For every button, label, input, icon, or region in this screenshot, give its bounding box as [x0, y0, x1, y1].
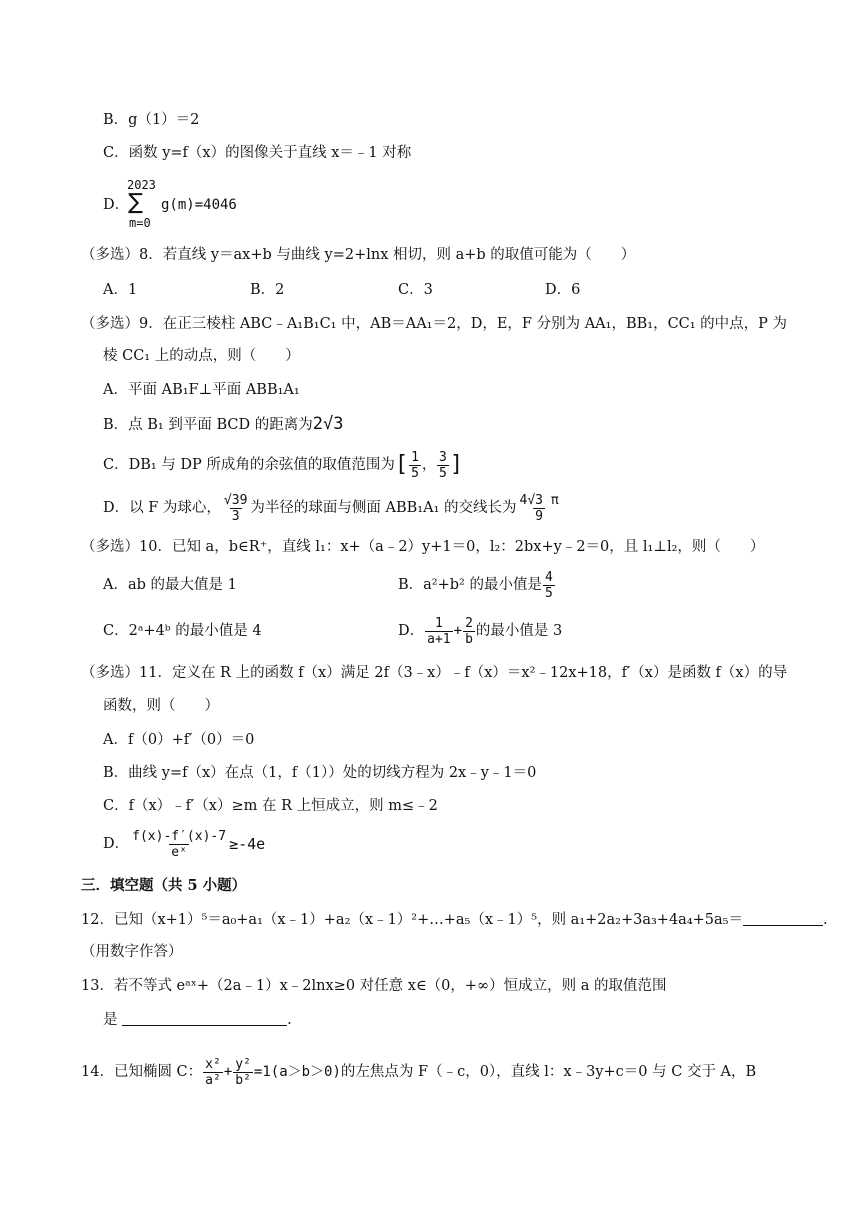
q11-option-c: C．f（x）﹣f′（x）≥m 在 R 上恒成立，则 m≤﹣2 [103, 798, 438, 814]
q10-option-d: D． $\frac{1}{a+1}$ + $\frac{2}{b}$ 的最小值是 3 [398, 615, 563, 647]
sum-symbol: ∑ [128, 190, 143, 215]
answer-blank[interactable] [122, 1011, 287, 1026]
option-letter: C． [103, 145, 129, 161]
section-title: 三．填空题（共 5 小题） [81, 877, 247, 894]
answer-blank[interactable] [743, 911, 823, 926]
q8-option-b: B．2 [250, 282, 285, 298]
q9-stem-line1: （多选）9．在正三棱柱 ABC﹣A₁B₁C₁ 中，AB＝AA₁＝2，D，E，F 分别为 AA₁，BB₁，CC₁ 的中点，P 为 [81, 316, 788, 332]
option-text: 函数 y=f（x）的图像关于直线 x＝﹣1 对称 [128, 145, 412, 161]
option-letter: B． [103, 112, 129, 128]
q8-option-d: D．6 [545, 282, 581, 298]
option-text: g（1）＝2 [128, 112, 200, 128]
q9-option-d: D． 以 F 为球心， $\frac{√39}{3}$ 为半径的球面与侧面 ABB₁A₁ 的交线长为 $\frac{4√3 \pi}{9}$ [103, 492, 559, 524]
q13-line2: 是 . [103, 1012, 292, 1028]
q10-option-a: A．ab 的最大值是 1 [103, 577, 237, 593]
q8-option-c: C．3 [398, 282, 433, 298]
q11-stem-line1: （多选）11．定义在 R 上的函数 f（x）满足 2f（3﹣x）﹣f（x）＝x²﹣12x+18，f′（x）是函数 f（x）的导 [81, 665, 788, 681]
q14-line1: 14．已知椭圆 C： $\frac{\text{x²}}{\text{a²}}$ + $\frac{\text{y²}}{\text{b²}}$ =1(a＞b＞0) 的左焦点为 F（﹣c，0），直线 l：x﹣3y+c＝0 与 C 交于 A，B [81, 1056, 757, 1088]
distance-value: 2√3 [312, 414, 344, 434]
sum-upper-limit: 2023 [127, 178, 156, 192]
q11-option-d: D． $\frac{f(x)-f'(x)-7}{\text{eˣ}}$ ≥-4e [103, 828, 266, 860]
sum-body: g(m)=4046 [161, 197, 237, 213]
q8-stem: （多选）8．若直线 y＝ax+b 与曲线 y=2+lnx 相切，则 a+b 的取值可能为（ ） [81, 247, 636, 263]
q10-option-c: C．2ᵃ+4ᵇ 的最小值是 4 [103, 623, 262, 639]
q7-option-b [103, 110, 199, 130]
arc-length-fraction: $\frac{4√3 \pi}{9}$ [519, 492, 559, 524]
q13-line1: 13．若不等式 eᵃˣ+（2a﹣1）x﹣2lnx≥0 对任意 x∈（0，+∞）恒成立，则 a 的取值范围 [81, 978, 667, 994]
q11-option-b: B．曲线 y=f（x）在点（1，f（1））处的切线方程为 2x﹣y﹣1＝0 [103, 765, 537, 781]
q9-option-a: A．平面 AB₁F⊥平面 ABB₁A₁ [103, 382, 300, 398]
q12-line2: （用数字作答） [81, 944, 183, 960]
q9-stem-line2: 棱 CC₁ 上的动点，则（ ） [103, 348, 300, 364]
sum-lower-limit: m=0 [129, 216, 151, 230]
option-letter: D． [103, 197, 130, 213]
q10-stem: （多选）10．已知 a，b∈R⁺，直线 l₁：x+（a﹣2）y+1＝0，l₂：2bx+y﹣2＝0，且 l₁⊥l₂，则（ ） [81, 539, 765, 555]
q11-stem-line2: 函数，则（ ） [103, 698, 219, 714]
q12-line1: 12．已知（x+1）⁵＝a₀+a₁（x﹣1）+a₂（x﹣1）²+…+a₅（x﹣1）⁵，则 a₁+2a₂+3a₃+4a₄+5a₅＝ . [81, 912, 828, 928]
q9-option-b: B．点 B₁ 到平面 BCD 的距离为2√3 [103, 414, 344, 434]
q11-option-a: A．f（0）+f′（0）＝0 [103, 732, 255, 748]
q10-option-b: B． a²+b² 的最小值是 $\frac{4}{5}$ [398, 569, 553, 601]
q7-option-c [103, 143, 411, 163]
q9-option-c: C． DB₁ 与 DP 所成角的余弦值的取值范围为 [ $\frac{1}{5}$ ， $\frac{3}{5}$ ] [103, 449, 464, 481]
q8-option-a: A．1 [103, 282, 138, 298]
radius-fraction: $\frac{√39}{3}$ [223, 492, 248, 524]
